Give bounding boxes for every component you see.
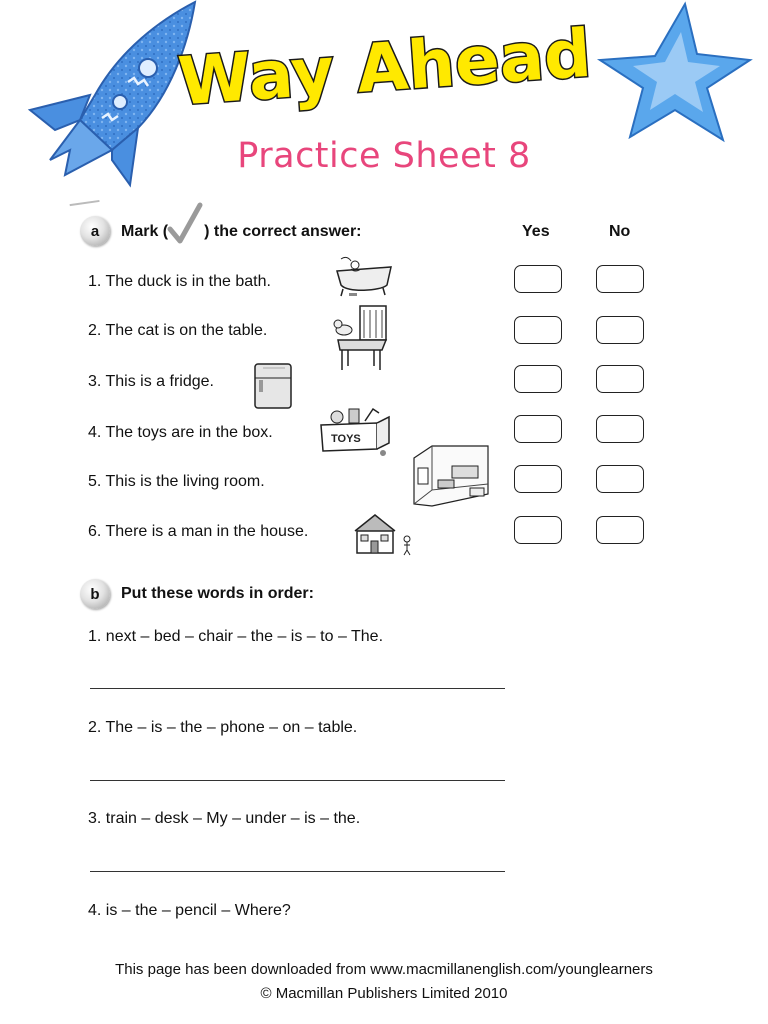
column-yes: Yes [522, 223, 550, 240]
yes-box-4[interactable] [514, 415, 562, 443]
instruction-after: ) the correct answer: [204, 223, 362, 240]
item-b-2: 2. The – is – the – phone – on – table. [88, 719, 358, 736]
svg-text:Way Ahead: Way Ahead [175, 14, 594, 121]
item-b-4: 4. is – the – pencil – Where? [88, 902, 291, 919]
section-a-instruction [121, 223, 362, 243]
item-a-2: 2. The cat is on the table. [88, 322, 268, 339]
answer-line-1[interactable] [90, 688, 505, 689]
item-a-1: 1. The duck is in the bath. [88, 273, 271, 290]
svg-text:TOYS: TOYS [331, 433, 361, 445]
corner-mark [70, 200, 101, 212]
no-box-3[interactable] [596, 365, 644, 393]
section-a-badge: a [80, 216, 110, 246]
house-man-icon [349, 511, 415, 557]
yes-box-6[interactable] [514, 516, 562, 544]
chair-cat-icon [326, 302, 394, 372]
yes-box-2[interactable] [514, 316, 562, 344]
check-mark-icon [168, 223, 204, 243]
section-b-instruction: Put these words in order: [121, 585, 314, 602]
footer-copyright: © Macmillan Publishers Limited 2010 [260, 985, 508, 1002]
item-a-3: 3. This is a fridge. [88, 373, 214, 390]
bathtub-duck-icon [333, 253, 395, 299]
no-box-2[interactable] [596, 316, 644, 344]
way-ahead-logo [175, 12, 594, 121]
no-box-5[interactable] [596, 465, 644, 493]
item-a-5: 5. This is the living room. [88, 473, 265, 490]
toy-box-icon [317, 405, 393, 457]
item-b-1: 1. next – bed – chair – the – is – to – The. [88, 628, 384, 645]
column-no: No [609, 223, 631, 240]
item-b-3: 3. train – desk – My – under – is – the. [88, 810, 361, 827]
item-a-6: 6. There is a man in the house. [88, 523, 309, 540]
answer-line-2[interactable] [90, 780, 505, 781]
fridge-icon [251, 360, 297, 412]
living-room-icon [412, 444, 490, 510]
star-icon [575, 2, 755, 152]
no-box-6[interactable] [596, 516, 644, 544]
yes-box-3[interactable] [514, 365, 562, 393]
no-box-1[interactable] [596, 265, 644, 293]
yes-box-5[interactable] [514, 465, 562, 493]
section-b-badge: b [80, 579, 110, 609]
instruction-before: Mark ( [121, 223, 169, 240]
page-title: Practice Sheet 8 [237, 136, 531, 176]
item-a-4: 4. The toys are in the box. [88, 424, 273, 441]
yes-box-1[interactable] [514, 265, 562, 293]
footer-download-note: This page has been downloaded from www.macmillanenglish.com/younglearners [115, 961, 653, 978]
answer-line-3[interactable] [90, 871, 505, 872]
no-box-4[interactable] [596, 415, 644, 443]
